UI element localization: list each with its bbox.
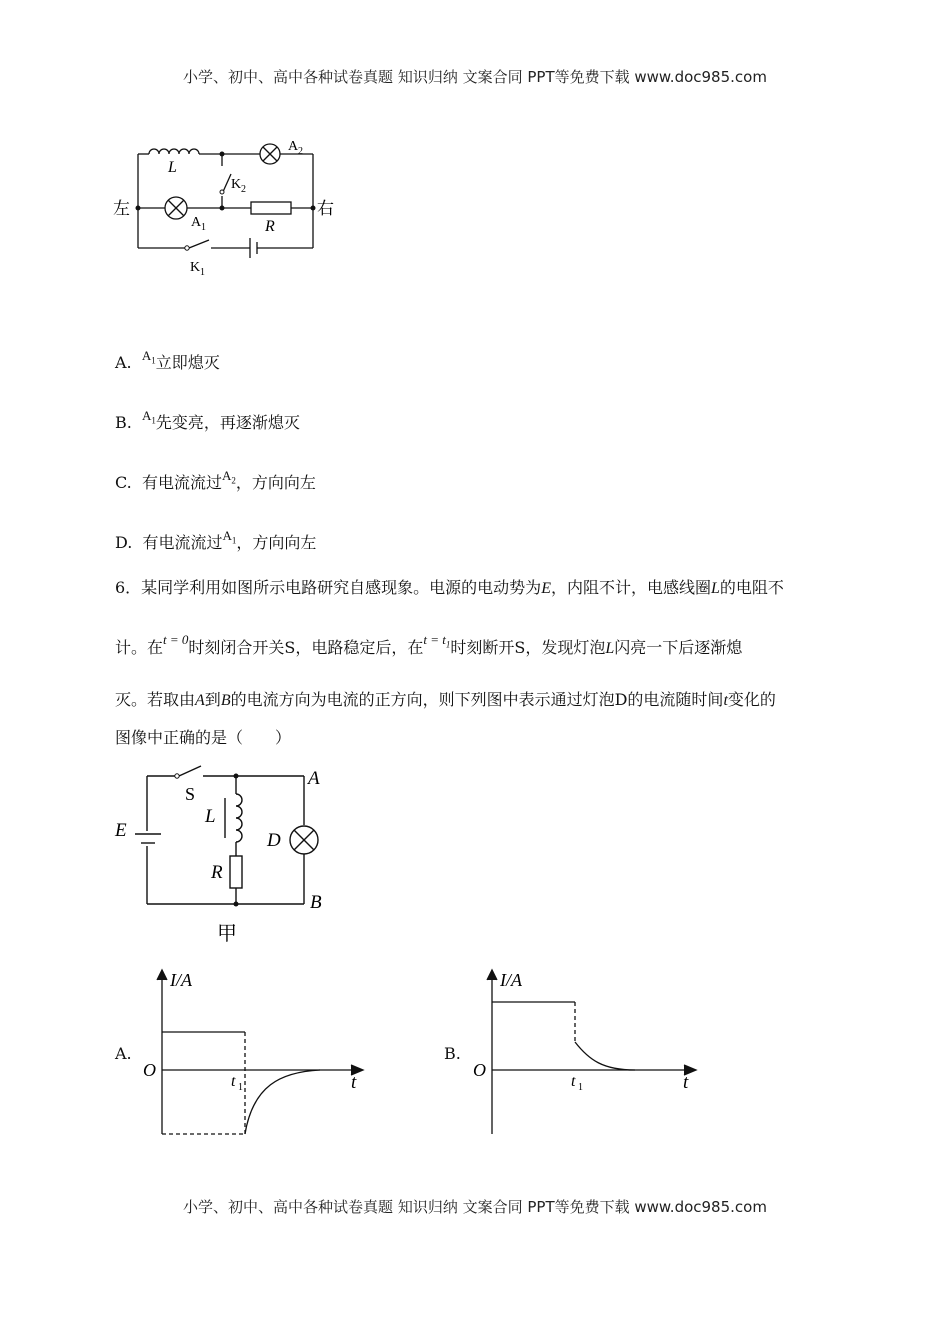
- label-point-a: A: [308, 768, 320, 789]
- label-a2: A: [288, 139, 299, 154]
- question-6-line-1: 6．某同学利用如图所示电路研究自感现象。电源的电动势为E，内阻不计，电感线圈L的电阻不: [115, 578, 784, 597]
- circuit-diagram-1: [105, 128, 345, 288]
- label-point-b: B: [310, 892, 322, 913]
- graph-a-xlabel: t: [351, 1072, 357, 1093]
- label-caption: 甲: [217, 921, 237, 945]
- graph-b-tick-sub: 1: [578, 1082, 583, 1093]
- question-6-line-2: 计。在$^{t = 0}$时刻闭合开关S，电路稳定后，在$^{t = t_1}$时刻断开S，发现灯泡L闪亮一下后逐渐熄: [115, 632, 743, 657]
- option-d[interactable]: D. 有电流流过$^{A_1}$，方向向左: [115, 528, 317, 552]
- graph-a-ylabel: I/A: [170, 970, 192, 990]
- graph-a: [135, 964, 375, 1144]
- question-6-line-3: 灭。若取由A到B的电流方向为电流的正方向，则下列图中表示通过灯泡D的电流随时间t变化的: [115, 690, 776, 709]
- option-a[interactable]: A. $^{A_1}$立即熄灭: [115, 348, 220, 372]
- page-header: 小学、初中、高中各种试卷真题 知识归纳 文案合同 PPT等免费下载 www.doc985.com: [183, 68, 767, 86]
- graph-b-ylabel: I/A: [500, 970, 522, 990]
- label-resistor-r: R: [211, 862, 223, 883]
- label-k1-sub: 1: [200, 267, 205, 278]
- graph-a-origin: O: [143, 1060, 156, 1080]
- graph-b-tick: t: [571, 1073, 576, 1090]
- label-resistor: R: [265, 218, 275, 235]
- label-k1: K: [190, 260, 201, 275]
- label-left: 左: [113, 199, 130, 219]
- label-a1: A: [191, 215, 202, 230]
- label-a1-sub: 1: [201, 222, 206, 233]
- label-emf-e: E: [115, 820, 127, 841]
- label-switch-s: S: [185, 784, 196, 804]
- graph-option-b-letter[interactable]: B.: [444, 1044, 461, 1063]
- graph-a-tick-sub: 1: [238, 1082, 243, 1093]
- option-c[interactable]: C. 有电流流过$^{A_2}$，方向向左: [115, 468, 316, 492]
- label-right: 右: [317, 199, 334, 219]
- graph-b-xlabel: t: [683, 1072, 689, 1093]
- page-footer: 小学、初中、高中各种试卷真题 知识归纳 文案合同 PPT等免费下载 www.doc985.com: [183, 1198, 767, 1216]
- label-inductor-l: L: [205, 806, 216, 827]
- graph-option-a-letter[interactable]: A.: [115, 1044, 132, 1063]
- graph-b-origin: O: [473, 1060, 486, 1080]
- label-inductor: L: [168, 159, 177, 176]
- question-6-line-4: 图像中正确的是（ ）: [115, 728, 292, 747]
- option-b[interactable]: B. $^{A_1}$先变亮，再逐渐熄灭: [115, 408, 300, 432]
- graph-b: [465, 964, 705, 1144]
- label-lamp-d: D: [267, 830, 281, 851]
- graph-a-tick: t: [231, 1073, 236, 1090]
- label-a2-sub: 2: [298, 146, 303, 157]
- circuit-diagram-2: [105, 758, 345, 948]
- label-k2: K: [231, 177, 242, 192]
- label-k2-sub: 2: [241, 184, 246, 195]
